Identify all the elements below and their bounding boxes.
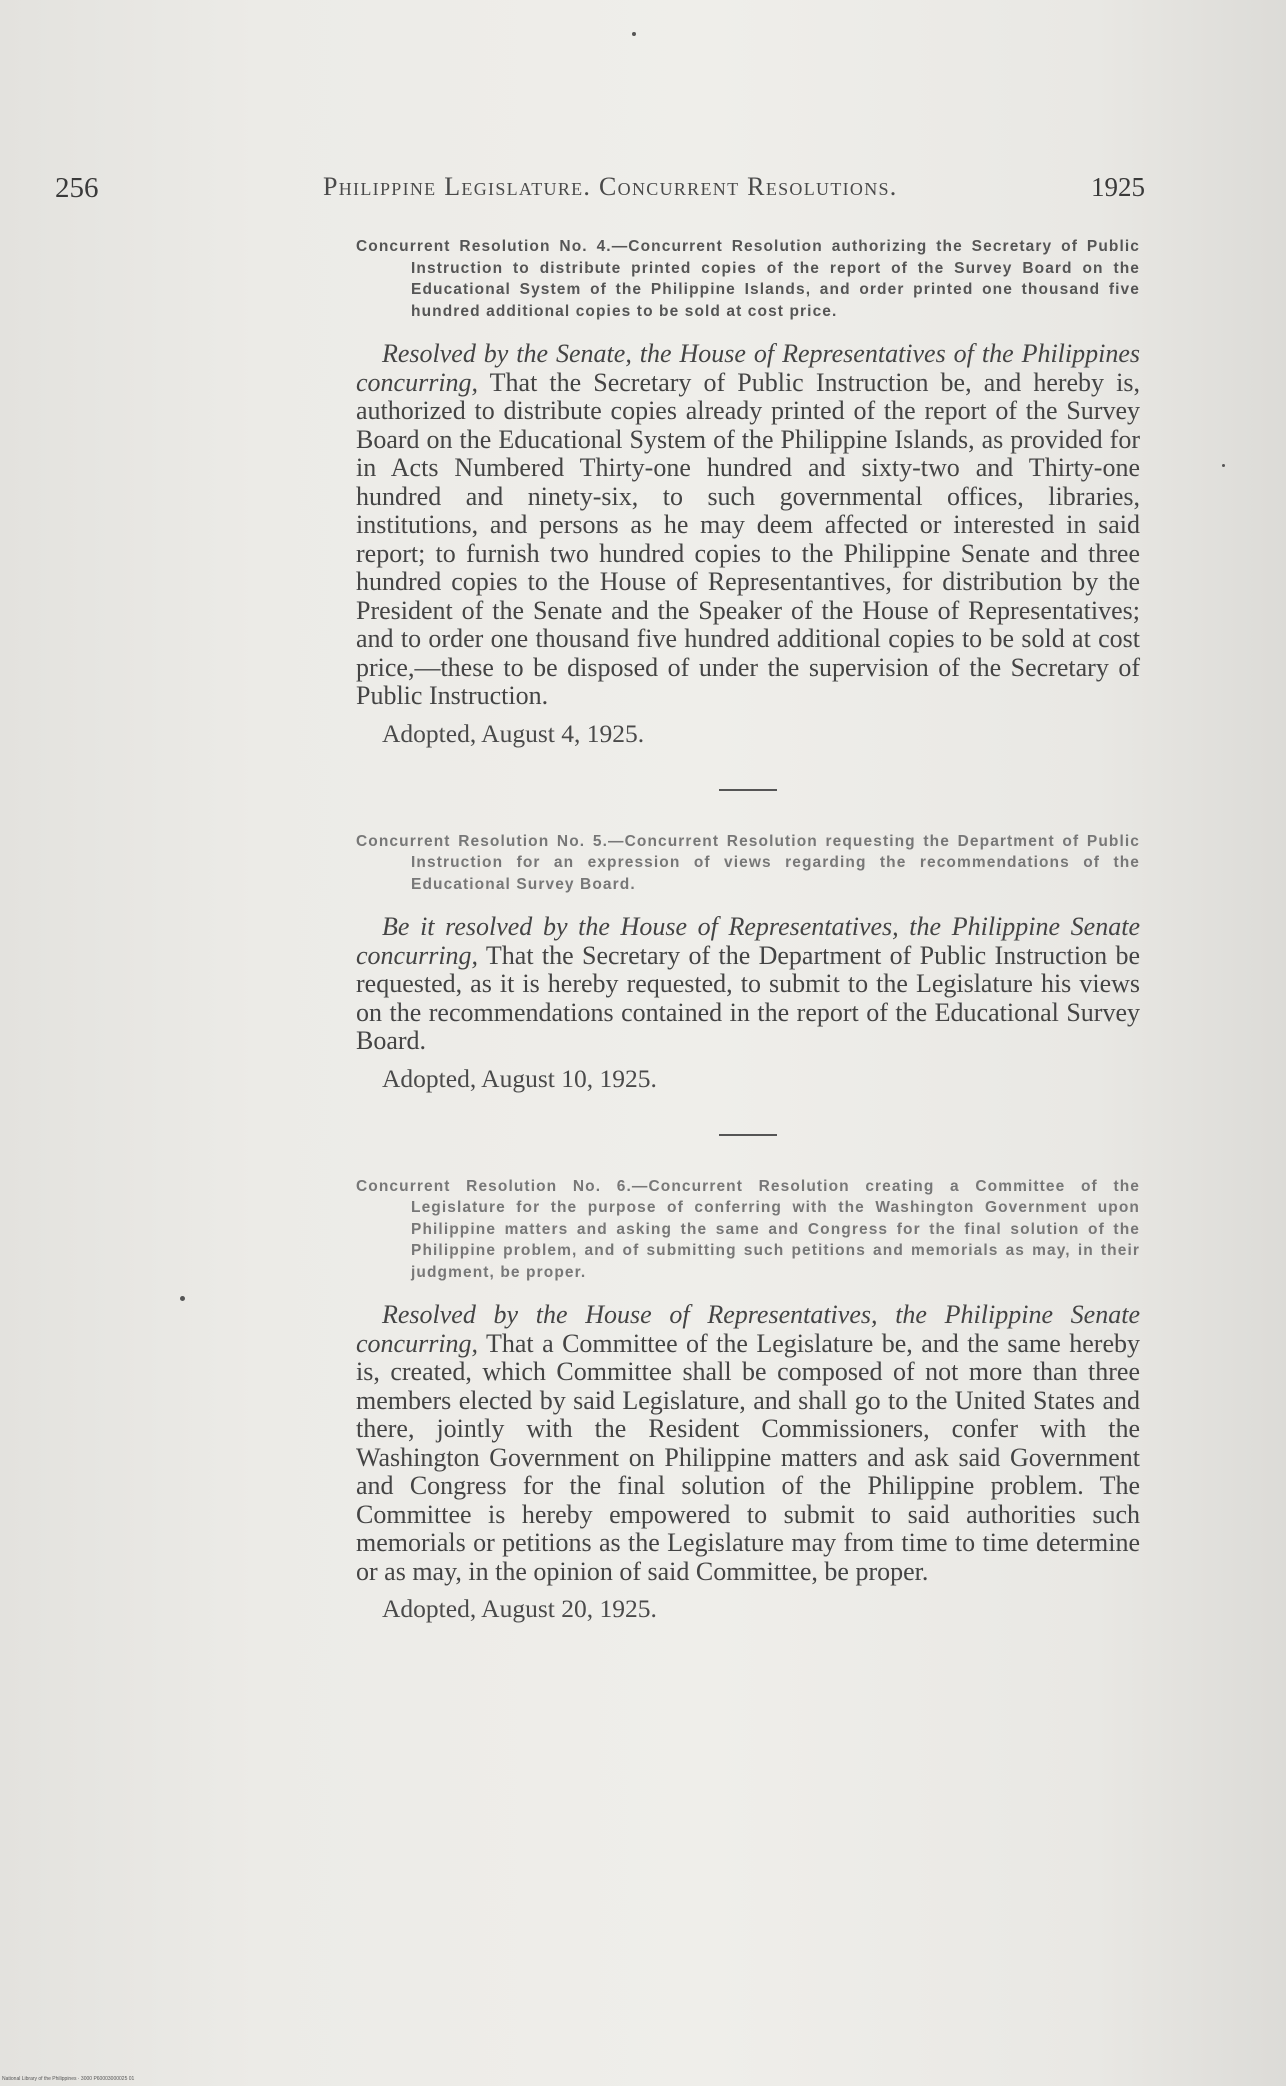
resolution-4	[356, 236, 1140, 749]
resolution-text: That a Committee of the Legislature be, and the same hereby is, created, which Committee shall be composed of not more than three members elected by said Legislature, and shall go to the United States and there, jointly with the Resident Commissioners, confer with the Washington Government on Philippine matters and ask said Government and Congress for the final solution of the Philippine problem. The Committee is hereby empowered to submit to said authorities such memorials or petitions as the Legislature may from time to time determine or as may, in the opinion of said Committee, be proper.	[356, 1328, 1140, 1586]
resolution-synopsis: Concurrent Resolution No. 5.—Concurrent Resolution requesting the Department of Public Instruction for an expression of views regarding the recommendations of the Educational Survey Board.	[356, 832, 1140, 893]
adopted-date: Adopted, August 20, 1925.	[382, 1594, 657, 1623]
adopted-date: Adopted, August 4, 1925.	[382, 718, 645, 748]
resolution-body	[356, 913, 1140, 1056]
resolution-6	[356, 1176, 1140, 1625]
resolution-body	[356, 340, 1140, 711]
resolution-body	[356, 1301, 1140, 1586]
scan-speck	[632, 32, 636, 36]
header-year: 1925	[1091, 172, 1145, 202]
resolution-synopsis: Concurrent Resolution No. 6.—Concurrent Resolution creating a Committee of the Legislature for the purpose of conferring with the Washington Government upon Philippine matters and asking the same and Congress for the final solution of the Philippine problem, and of submitting such petitions and memorials as may, in their judgment, be proper.	[356, 1177, 1140, 1281]
resolution-enacting-clause: Be it resolved by the House of Representatives, the Philippine Senate concurring,	[356, 912, 1140, 970]
adopted-date: Adopted, August 10, 1925.	[382, 1063, 657, 1093]
section-divider	[719, 789, 777, 791]
resolution-enacting-clause: Resolved by the House of Representatives, the Philippine Senate concurring,	[356, 1300, 1140, 1358]
scan-speck	[1222, 464, 1225, 467]
scan-credit: National Library of the Philippines · 3000 P60003000025 01	[2, 2076, 135, 2082]
resolution-text: That the Secretary of Public Instruction be, and hereby is, authorized to distribute copies already printed of the report of the Survey Board on the Educational System of the Philippine Islands, as provided for in Acts Numbered Thirty-one hundred and sixty-two and Thirty-one hundred and ninety-six, to such governmental offices, libraries, institutions, and persons as he may deem affected or interested in said report; to furnish two hundred copies to the Philippine Senate and three hundred copies to the House of Representantives, for distribution by the President of the Senate and the Speaker of the House of Representatives; and to order one thousand five hundred additional copies to be sold at cost price,—these to be disposed of under the supervision of the Secretary of Public Instruction.	[356, 367, 1140, 710]
running-title: Philippine Legislature. Concurrent Resolutions.	[323, 172, 898, 201]
page-header	[55, 172, 1145, 212]
section-divider	[719, 1134, 777, 1136]
resolution-synopsis: Concurrent Resolution No. 4.—Concurrent Resolution authorizing the Secretary of Public Instruction to distribute printed copies of the report of the Survey Board on the Educational System of the Philippine Islands, and order printed one thousand five hundred additional copies to be sold at cost price.	[356, 238, 1140, 320]
scan-speck	[180, 1296, 185, 1301]
page-number: 256	[55, 172, 99, 204]
resolution-text: That the Secretary of the Department of Public Instruction be requested, as it is hereby requested, to submit to the Legislature his views on the recommendations contained in the report of the Educational Survey Board.	[356, 940, 1140, 1055]
resolution-enacting-clause: Resolved by the Senate, the House of Representatives of the Philippines concurring,	[356, 339, 1140, 397]
page-content	[356, 236, 1140, 1624]
resolution-5	[356, 831, 1140, 1094]
